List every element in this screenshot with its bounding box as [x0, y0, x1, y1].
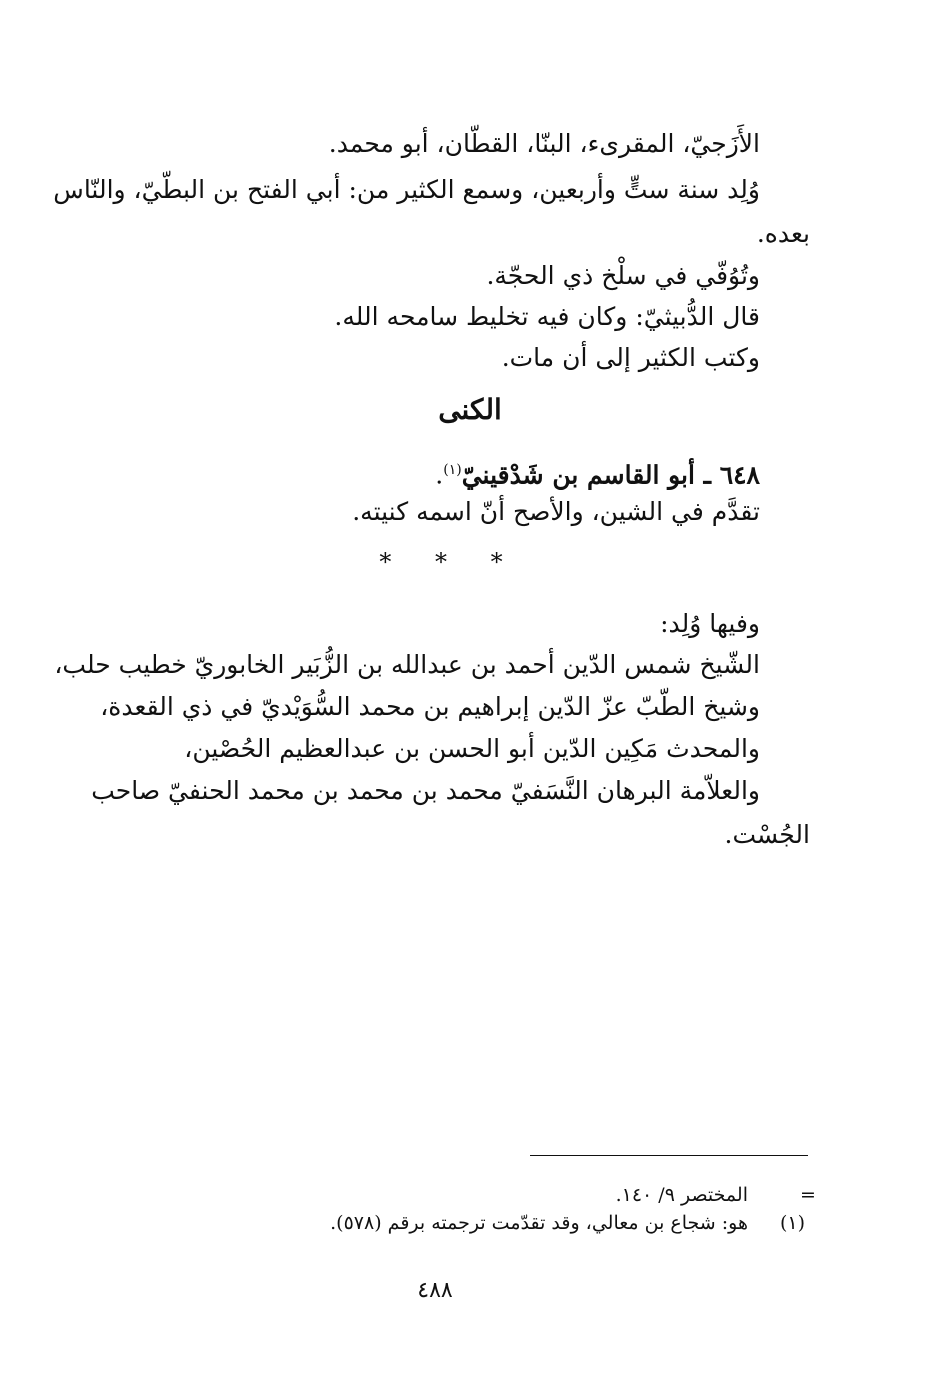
footnote-ref: (١): [443, 462, 462, 478]
entry-line-3: بعده.: [756, 219, 810, 248]
footnote-marker-2: (١): [780, 1212, 806, 1234]
entry-line-4: وتُوُفّي في سلْخ ذي الحجّة.: [486, 261, 760, 290]
births-line-2: وشيخ الطّبّ عزّ الدّين إبراهيم بن محمد السُّوَيْديّ في ذي القعدة،: [100, 692, 760, 721]
entry-line-6: وكتب الكثير إلى أن مات.: [501, 343, 760, 372]
section-heading: الكنى: [438, 393, 502, 426]
entry-line-5: قال الدُّبيثيّ: وكان فيه تخليط سامحه الله.: [334, 302, 760, 331]
kunya-entry-title: [435, 450, 760, 495]
kunya-entry-text: تقدَّم في الشين، والأصح أنّ اسمه كنيته.: [352, 497, 760, 526]
births-line-4: والعلاّمة البرهان النَّسَفيّ محمد بن محمد بن محمد الحنفيّ صاحب: [91, 776, 760, 805]
section-separator: * * *: [379, 548, 521, 576]
footnote-rule: [530, 1155, 808, 1156]
births-line-1: الشّيخ شمس الدّين أحمد بن عبدالله بن الزُّبَير الخابوريّ خطيب حلب،: [54, 650, 760, 679]
kunya-title-text: ٦٤٨ ـ أبو القاسم بن شَدْقينيّ: [461, 460, 760, 490]
births-line-5: الجُسْت.: [724, 820, 810, 849]
footnote-text-1: المختصر ٩/ ١٤٠.: [615, 1184, 748, 1206]
births-intro: وفيها وُلِد:: [660, 609, 760, 638]
footnote-marker-1: =: [800, 1184, 816, 1206]
kunya-title-end: .: [435, 460, 444, 490]
entry-line-2: وُلِد سنة ستٍّ وأربعين، وسمع الكثير من: أبي الفتح بن البطّيّ، والنّاس: [53, 175, 760, 204]
page-number: ٤٨٨: [417, 1278, 453, 1303]
entry-line-1: الأَزَجيّ، المقرىء، البنّا، القطّان، أبو محمد.: [328, 129, 760, 158]
births-line-3: والمحدث مَكِين الدّين أبو الحسن بن عبدالعظيم الحُصْين،: [184, 734, 760, 763]
footnote-text-2: هو: شجاع بن معالي، وقد تقدّمت ترجمته برقم (٥٧٨).: [330, 1212, 748, 1234]
